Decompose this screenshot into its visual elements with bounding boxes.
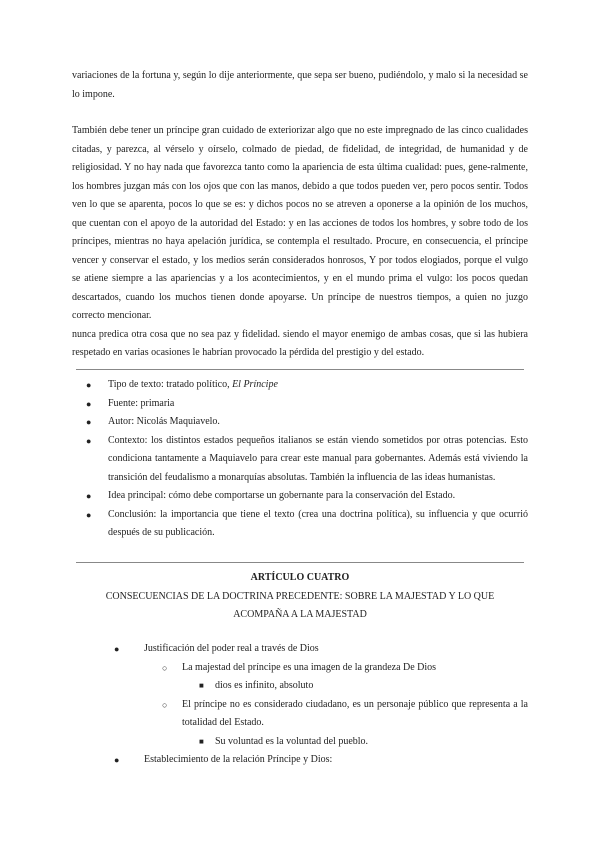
list-item-text: Idea principal: cómo debe comportarse un gobernante para la conservación del Estado. — [108, 490, 456, 501]
bullet-icon: ● — [86, 417, 92, 427]
summary-list — [72, 376, 528, 543]
circle-bullet-icon: ○ — [162, 699, 168, 710]
paragraph-3: nunca predica otra cosa que no sea paz y fidelidad. siendo el mayor enemigo de ambas cosas, que si las hubiera respetado en varias ocasiones le habrían provocado la pérdida del prestigio y del estado. — [72, 328, 528, 358]
bullet-icon: ● — [86, 435, 92, 446]
square-bullet-icon: ■ — [199, 681, 204, 690]
outline-item — [162, 659, 528, 678]
article-subtitle-line-1: CONSECUENCIAS DE LA DOCTRINA PRECEDENTE: SOBRE LA MAJESTAD Y LO QUE — [105, 590, 495, 602]
paragraph-1: variaciones de la fortuna y, según lo dije anteriormente, que sepa ser bueno, pudiéndolo, y malo si la necesidad se lo impone. — [72, 70, 528, 100]
list-item — [72, 376, 528, 395]
square-bullet-icon: ■ — [199, 736, 204, 746]
bullet-icon: ● — [86, 380, 92, 390]
circle-bullet-icon: ○ — [162, 662, 168, 673]
outline-item — [199, 677, 528, 696]
tipo-label: Tipo de texto: tratado político, — [108, 379, 233, 390]
outline-text: Su voluntad es la voluntad del pueblo. — [215, 735, 369, 747]
text-paragraph — [72, 122, 528, 363]
bullet-icon: ● — [114, 644, 120, 654]
outline-text: La majestad del príncipe es una imagen de la grandeza De Dios — [182, 661, 437, 673]
outline-text: Justificación del poder real a través de Dios — [144, 643, 319, 654]
list-item-text: Conclusión: la importancia que tiene el texto (crea una doctrina política), su influencia y que ocurrió después de su publicación. — [108, 508, 528, 538]
bullet-icon: ● — [86, 398, 92, 409]
list-item-text: Fuente: primaria — [108, 397, 175, 409]
outline-item — [114, 751, 528, 770]
outline-text: Establecimiento de la relación Príncipe y Dios: — [144, 754, 333, 765]
article-title: ARTÍCULO CUATRO — [250, 572, 350, 583]
list-item — [72, 506, 528, 543]
list-item — [72, 395, 528, 414]
article-subtitle-line-2: ACOMPAÑA A LA MAJESTAD — [233, 609, 367, 620]
list-item-text: Autor: Nicolás Maquiavelo. — [108, 416, 220, 427]
list-item-text: Contexto: los distintos estados pequeños italianos se están viendo sometidos por otras potencias. Esto condiciona tantamente a Maquiavelo para crear este manual para gobernantes. Además está viviendo la transición del feudalismo a monarquías absolutas. También la influencia de las ideas humanistas. — [108, 434, 528, 483]
outline-text: dios es infinito, absoluto — [215, 680, 314, 691]
bullet-icon: ● — [86, 509, 92, 520]
divider — [76, 562, 524, 563]
list-item — [72, 487, 528, 506]
bullet-icon: ● — [86, 491, 92, 501]
outline-text: El príncipe no es considerado ciudadano, es un personaje público que representa a la totalidad del Estado. — [182, 698, 528, 728]
outline-item — [162, 696, 528, 733]
list-item — [72, 432, 528, 488]
outline-item — [199, 733, 528, 752]
paragraph-2: También debe tener un príncipe gran cuidado de exteriorizar algo que no este impregnado de las cinco cualidades citadas, y parezca, al vérselo y oírselo, colmado de piedad, de fidelidad, de integridad, de humanidad y de religiosidad. Y no hay nada que favorezca tanto como la apariencia de esta última cualidad: pues, gene-ralmente, los hombres juzgan más con los ojos que con las manos, debido a que todos pueden ver, pero pocos sentir. Todos ven lo que se aparenta, pocos lo que se es: y dichos pocos no se atreven a oponerse a la opinión de los muchos, que cuentan con el apoyo de la autoridad del Estado: y en las acciones de todos los hombres, y sobre todo de los príncipes, mientras no haya apelación jurídica, se contempla el resultado. Procure, en consecuencia, el príncipe vencer y conservar el estado, y los medios serán considerados honrosos, Y por todos elogiados, porque el vulgo se atiene siempre a las apariencias y a los acontecimientos, y en el mundo prima el vulgo: los pocos quedan descartados, cuando los muchos tienen donde apoyarse. Un príncipe de nuestros tiempos, a quien no juzgo correcto mencionar. — [72, 125, 528, 321]
article-header — [72, 569, 528, 625]
bullet-icon: ● — [114, 755, 120, 765]
outline-item — [114, 640, 528, 659]
list-item — [72, 413, 528, 432]
text-paragraph — [72, 67, 528, 104]
outline-list — [72, 640, 528, 770]
divider — [76, 369, 524, 370]
tipo-title: El Príncipe — [232, 379, 278, 390]
